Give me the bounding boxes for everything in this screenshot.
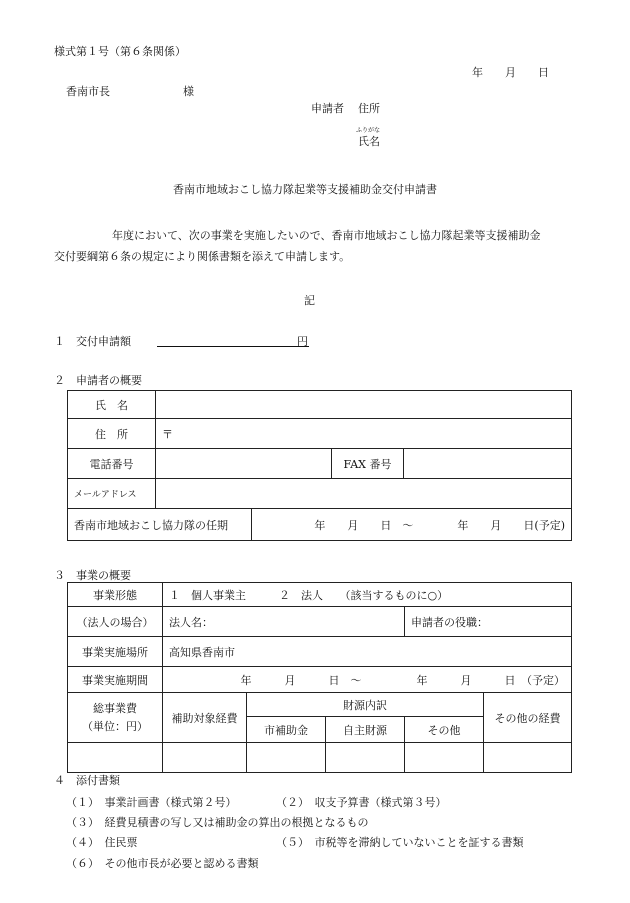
applicant-name-field[interactable]: [156, 391, 572, 419]
document-title: 香南市地域おこし協力隊起業等支援補助金交付申請書: [173, 183, 437, 196]
attachment-item: （１） 事業計画書（様式第２号）: [66, 796, 237, 809]
email-label: メールアドレス: [68, 479, 156, 509]
amount-field[interactable]: [157, 333, 309, 347]
subsidy-target-label: 補助対象経費: [163, 693, 247, 743]
applicant-label: 申請者: [311, 102, 344, 115]
subsidy-target-field[interactable]: [163, 743, 247, 773]
city-subsidy-field[interactable]: [247, 743, 326, 773]
corp-name-label: 法人名：: [169, 615, 213, 629]
term-label: 香南市地域おこし協力隊の任期: [68, 509, 252, 541]
corp-role-label: 申請者の役職：: [411, 615, 488, 629]
attachment-item: （６） その他市長が必要と認める書類: [66, 857, 259, 870]
other-expenses-field[interactable]: [484, 743, 572, 773]
fax-label: FAX 番号: [332, 449, 404, 479]
section1-label: １ 交付申請額: [54, 335, 131, 348]
corp-role-field[interactable]: [405, 607, 572, 637]
total-cost-label-2: （単位：円）: [82, 719, 148, 733]
address-label: 住所: [358, 102, 380, 115]
total-cost-field[interactable]: [68, 743, 163, 773]
applicant-name-label: 氏 名: [68, 391, 156, 419]
own-funds-field[interactable]: [326, 743, 405, 773]
term-value[interactable]: 年 月 日 ～ 年 月 日(予定): [252, 509, 572, 541]
ki-mark: 記: [304, 294, 315, 307]
attachment-item: （２） 収支予算書（様式第３号）: [276, 796, 447, 809]
city-subsidy-label: 市補助金: [247, 717, 326, 743]
business-form-value[interactable]: １ 個人事業主 ２ 法人 （該当するものに○）: [163, 583, 572, 607]
name-label: 氏名: [358, 135, 380, 148]
phone-field[interactable]: [156, 449, 332, 479]
other-expenses-label: その他の経費: [484, 693, 572, 743]
section3-label: ３ 事業の概要: [54, 569, 131, 582]
applicant-table: [67, 390, 572, 541]
business-table: [67, 582, 572, 773]
amount-unit: 円: [297, 335, 308, 348]
period-value[interactable]: 年 月 日 ～ 年 月 日 （予定）: [163, 667, 572, 693]
attachment-item: （５） 市税等を滞納していないことを証する書類: [276, 836, 524, 849]
body-text-line2: 交付要綱第６条の規定により関係書類を添えて申請します。: [54, 250, 351, 263]
addressee: 香南市長: [66, 85, 110, 98]
form-number: 様式第１号（第６条関係）: [54, 45, 186, 58]
place-value[interactable]: 高知県香南市: [163, 637, 572, 667]
other-funds-label: その他: [405, 717, 484, 743]
period-label: 事業実施期間: [68, 667, 163, 693]
other-funds-field[interactable]: [405, 743, 484, 773]
phone-label: 電話番号: [68, 449, 156, 479]
body-text-line1: 年度において、次の事業を実施したいので、香南市地域おこし協力隊起業等支援補助金: [112, 229, 541, 242]
attachment-item: （４） 住民票: [66, 836, 138, 849]
corp-case-label: （法人の場合）: [68, 607, 163, 637]
postal-mark: 〒: [162, 427, 173, 441]
applicant-address-field[interactable]: [156, 419, 572, 449]
total-cost-label-1: 総事業費: [93, 701, 137, 715]
own-funds-label: 自主財源: [326, 717, 405, 743]
breakdown-label: 財源内訳: [247, 693, 484, 717]
attachment-item: （３） 経費見積書の写し又は補助金の算出の根拠となるもの: [66, 816, 369, 829]
email-field[interactable]: [156, 479, 572, 509]
name-ruby: ふりがな: [356, 127, 381, 134]
applicant-address-label: 住 所: [68, 419, 156, 449]
date-line: 年 月 日: [472, 66, 549, 79]
fax-field[interactable]: [404, 449, 572, 479]
business-form-label: 事業形態: [68, 583, 163, 607]
section2-label: ２ 申請者の概要: [54, 374, 142, 387]
addressee-honorific: 様: [183, 85, 194, 98]
total-cost-label: [68, 693, 163, 743]
section4-label: ４ 添付書類: [54, 774, 120, 787]
place-label: 事業実施場所: [68, 637, 163, 667]
corp-name-field[interactable]: [163, 607, 405, 637]
